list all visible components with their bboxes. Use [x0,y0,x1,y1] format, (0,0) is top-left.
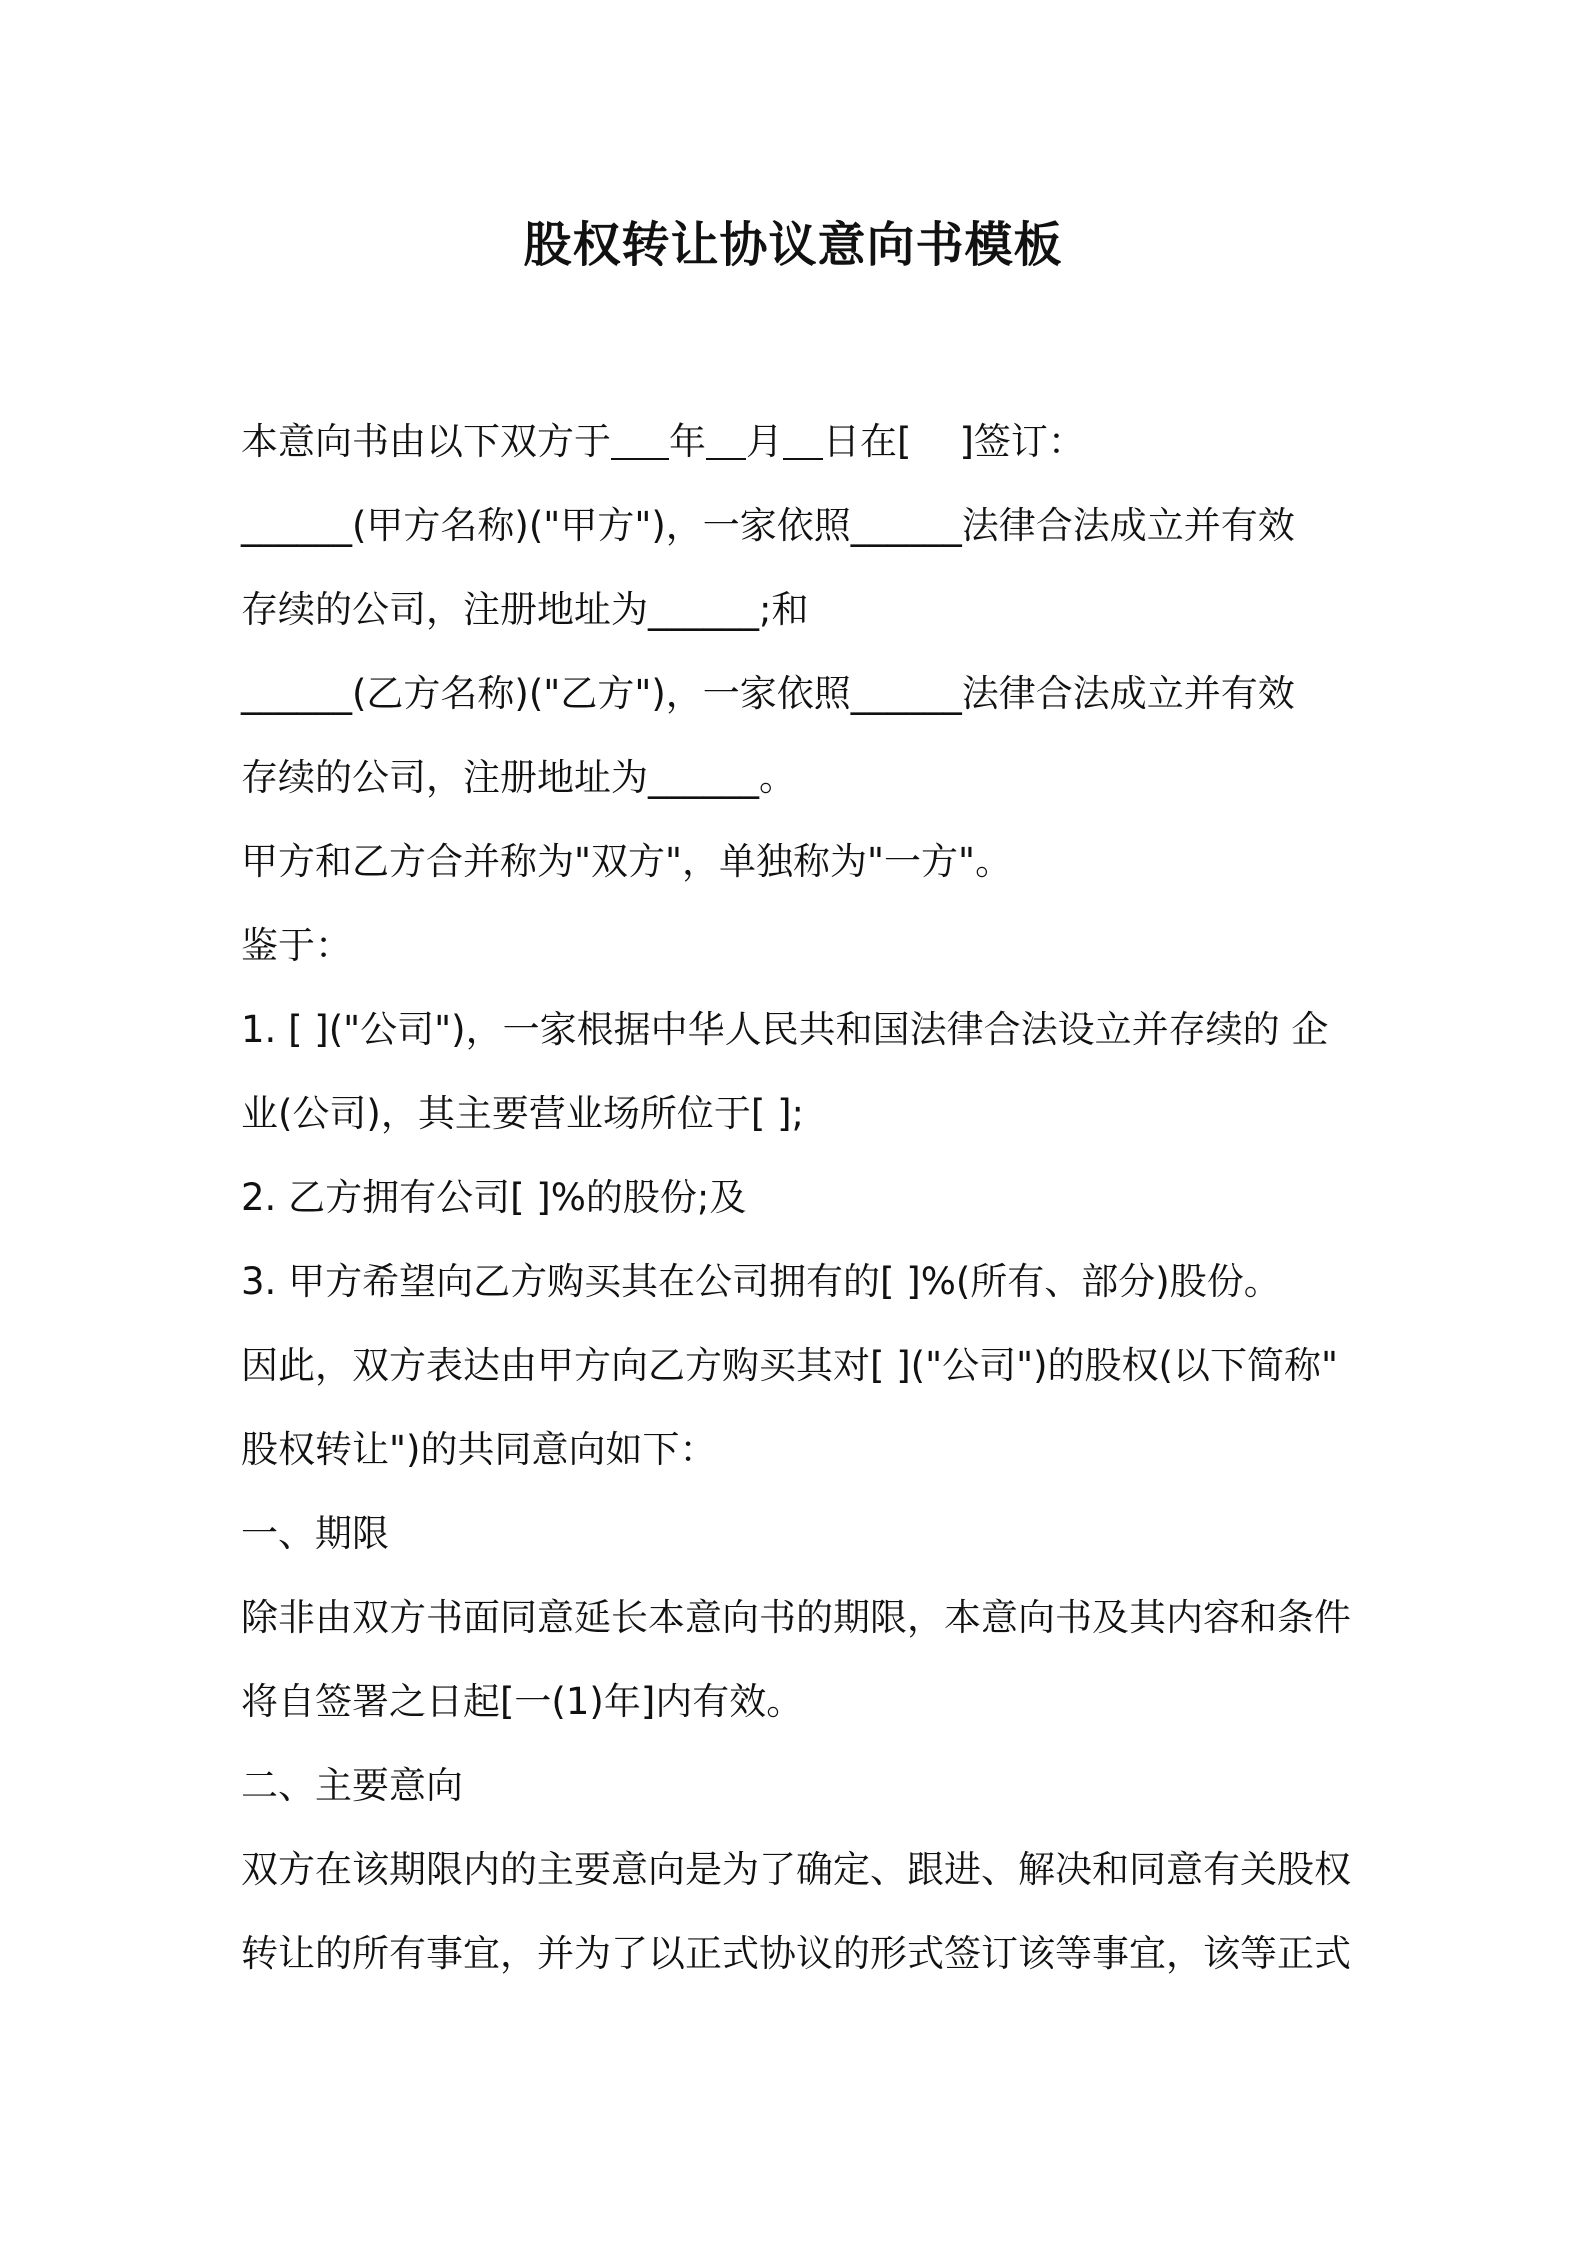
body-line: 3. 甲方希望向乙方购买其在公司拥有的[ ]%(所有、部分)股份。 [241,1260,1281,1303]
intro-year: 年 [669,420,706,463]
body-line: 业(公司)，其主要营业场所位于[ ]; [241,1092,804,1135]
intro-signed: ]签订： [959,420,1085,463]
intro-day: 日在[ [823,420,912,463]
body-line: 转让的所有事宜，并为了以正式协议的形式签订该等事宜，该等正式 [241,1932,1351,1975]
document-body [241,400,1361,1996]
body-line: 甲方和乙方合并称为"双方"，单独称为"一方"。 [241,840,1013,883]
intro-line [241,400,1361,484]
body-line: ______(甲方名称)("甲方")，一家依照______法律合法成立并有效 [241,504,1295,547]
intro-text: 本意向书由以下双方于 [241,420,611,463]
section-heading-term: 一、期限 [241,1512,389,1555]
blank-day [783,418,823,460]
body-line: 鉴于： [241,924,352,967]
blank-month [706,418,746,460]
body-line: 除非由双方书面同意延长本意向书的期限，本意向书及其内容和条件 [241,1596,1351,1639]
blank-year [611,418,669,460]
body-line: 因此，双方表达由甲方向乙方购买其对[ ]("公司")的股权(以下简称" [241,1344,1338,1387]
body-line: ______(乙方名称)("乙方")，一家依照______法律合法成立并有效 [241,672,1295,715]
intro-month: 月 [746,420,783,463]
body-line: 存续的公司，注册地址为______。 [241,756,796,799]
body-line: 1. [ ]("公司")，一家根据中华人民共和国法律合法设立并存续的 企 [241,1008,1329,1051]
body-line: 将自签署之日起[一(1)年]内有效。 [241,1680,804,1723]
body-line: 双方在该期限内的主要意向是为了确定、跟进、解决和同意有关股权 [241,1848,1351,1891]
body-line: 存续的公司，注册地址为______;和 [241,588,809,631]
section-heading-intent: 二、主要意向 [241,1764,463,1807]
body-line: 2. 乙方拥有公司[ ]%的股份;及 [241,1176,747,1219]
body-line: 股权转让")的共同意向如下： [241,1428,717,1471]
document-title: 股权转让协议意向书模板 [523,217,1063,273]
